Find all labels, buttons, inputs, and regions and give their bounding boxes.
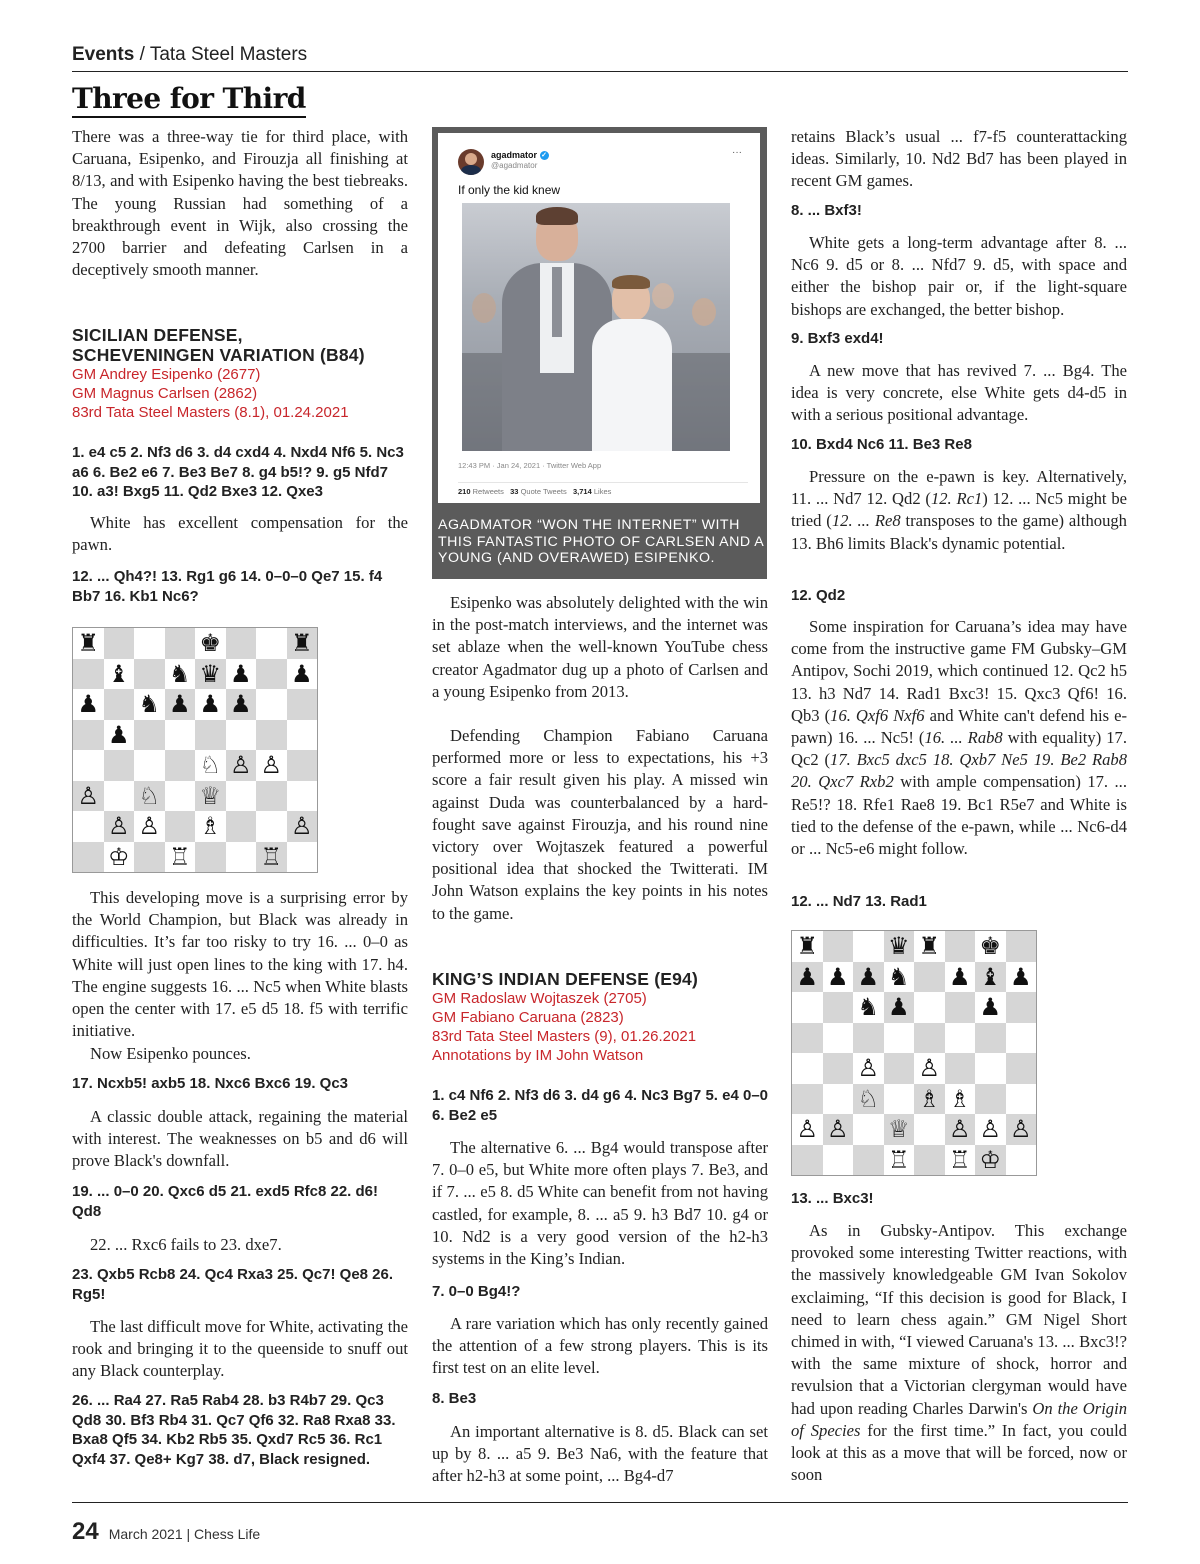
board-square [134, 842, 165, 873]
board-square [134, 811, 165, 842]
board-square [165, 842, 196, 873]
board-square [104, 659, 135, 690]
game2-note-2: A rare variation which has only recently gained the attention of a few strong players. This is its first test on an elite level. [432, 1314, 768, 1378]
board-square [975, 1145, 1006, 1176]
chess-diagram-2 [791, 930, 1037, 1176]
game2-header [432, 969, 768, 1065]
intro-paragraph: There was a three-way tie for third place, with Caruana, Esipenko, and Firouzja all finishing at 8/13, and with Esipenko having the best tiebreaks. The young Russian had something of a breakthrough event in Wijk, also crossing the 2700 barrier and defeating Carlsen in a deceptively smooth manner. [72, 127, 408, 280]
avatar [458, 149, 484, 175]
white-rook-icon: ♖ [168, 842, 191, 871]
board-square [884, 931, 915, 962]
board-square [914, 962, 945, 993]
black-pawn-icon: ♟ [77, 690, 99, 719]
board-square [853, 992, 884, 1023]
board-square [792, 1023, 823, 1054]
black-queen-icon: ♛ [887, 932, 910, 961]
board-square [73, 781, 104, 812]
game2-note-7: Some inspiration for Caruana’s idea may have come from the instructive game FM Gubsky–GM Antipov, Sochi 2019, which continued 12. Qc2 h5 13. h3 Nd7 14. Rad1 Bxc3! 15. Qxc3 Qf6! 16. Qb3 (16. Qxf6 Nxf6 and White can't defend his e-pawn) 16. ... Nc5! (16. ... Rab8 with equality) 17. Qc2 (17. Bxc5 dxc5 18. Qxb7 Ne5 19. Be2 Rab8 20. Qxc7 Rxb2 with ample compensation) 17. ... Re5!? 18. Rfe1 Rae8 19. Bc1 R5e7 and White is tied to the defense of the e-pawn, while ... Nc6-d4 or ... Nc5-e6 might follow. [791, 617, 1128, 859]
board-square [165, 720, 196, 751]
white-bishop-icon: ♗ [948, 1084, 971, 1113]
board-square [256, 781, 287, 812]
board-square [104, 720, 135, 751]
game2-note-4: White gets a long-term advantage after 8. ... Nc6 9. d5 or 8. ... Nfd7 9. d5, with space and either the bishop pair or, if the light-square bishops are exchanged, the better bishop. [791, 233, 1127, 319]
game2-moves-9: 13. ... Bxc3! [791, 1190, 874, 1207]
board-square [226, 811, 257, 842]
white-rook-icon: ♖ [948, 1145, 971, 1174]
board-square [195, 781, 226, 812]
board-square [165, 781, 196, 812]
white-pawn-icon: ♙ [948, 1115, 971, 1144]
board-square [853, 1114, 884, 1145]
board-square [945, 1053, 976, 1084]
board-square [73, 689, 104, 720]
board-square [914, 1114, 945, 1145]
tweet-figure [432, 127, 767, 579]
board-square [792, 1053, 823, 1084]
board-square [134, 689, 165, 720]
board-square [792, 931, 823, 962]
black-queen-icon: ♛ [199, 659, 221, 688]
board-square [945, 1145, 976, 1176]
game2-white-player: GM Radoslaw Wojtaszek (2705) [432, 990, 647, 1007]
board-square [823, 1145, 854, 1176]
board-square [104, 689, 135, 720]
board-square [226, 659, 257, 690]
board-square [884, 1084, 915, 1115]
board-square [975, 962, 1006, 993]
tweet-author-name: agadmator [491, 150, 538, 160]
black-pawn-icon: ♟ [979, 993, 1001, 1022]
board-square [73, 842, 104, 873]
board-square [195, 628, 226, 659]
white-pawn-icon: ♙ [107, 812, 130, 841]
white-pawn-icon: ♙ [260, 751, 282, 780]
white-pawn-icon: ♙ [138, 812, 160, 841]
game1-moves-4: 19. ... 0–0 20. Qxc6 d5 21. exd5 Rfc8 22. d6! Qd8 [72, 1183, 379, 1220]
like-count: 3,714 [572, 487, 592, 496]
board-square [914, 1084, 945, 1115]
retweet-count: 210 [458, 487, 471, 496]
game2-moves-1: 1. c4 Nf6 2. Nf3 d6 3. d4 g6 4. Nc3 Bg7 5. e4 0–0 6. Be2 e5 [432, 1087, 768, 1124]
white-pawn-icon: ♙ [229, 751, 252, 780]
game1-note-2: This developing move is a surprising error by the World Champion, but Black was already in difficulties. It’s far too risky to try 16. ... 0–0 as White will just open lines to the king with 17. h4. The engine suggests 16. ... Nc5 when White blasts open the center with 17. e5 d5 18. f5 with terrific initiative. [72, 888, 408, 1041]
game1-title-line2: SCHEVENINGEN VARIATION (B84) [72, 345, 365, 365]
game1-moves-2: 12. ... Qh4?! 13. Rg1 g6 14. 0–0–0 Qe7 15. f4 Bb7 16. Kb1 Nc6? [72, 568, 383, 605]
board-square [1006, 1084, 1037, 1115]
tweet-handle: @agadmator [491, 161, 538, 170]
board-square [195, 720, 226, 751]
section-header [72, 44, 307, 66]
board-square [823, 1114, 854, 1145]
board-square [914, 931, 945, 962]
game2-black-player: GM Fabiano Caruana (2823) [432, 1009, 624, 1026]
board-square [256, 720, 287, 751]
white-pawn-icon: ♙ [979, 1115, 1001, 1144]
tweet-card [438, 133, 760, 503]
game2-note-1: The alternative 6. ... Bg4 would transpose after 7. 0–0 e5, but White more often plays 7. Be3, and if 7. ... e5 8. d5 White can benefit from not having castled, for example, 8. ... a5 9. h3 Bd7 10. g4 or 10. Nd2 is a very good version of the h2-h3 systems in the King’s Indian. [432, 1138, 768, 1269]
tweet-stats [458, 487, 611, 496]
board-square [914, 1023, 945, 1054]
board-square [287, 659, 318, 690]
black-pawn-icon: ♟ [199, 690, 221, 719]
board-square [226, 720, 257, 751]
board-square [73, 659, 104, 690]
game1-moves-6: 26. ... Ra4 27. Ra5 Rab4 28. b3 R4b7 29. Qc3 Qd8 30. Bf3 Rb4 31. Qc7 Qf6 32. Ra8 Rxa8 33. Bxa8 Qf5 34. Kb2 Rb5 35. Qxd7 Rc5 36. Rc1 Qxf4 37. Qe8+ Kg7 38. d7, Black resigned. [72, 1392, 396, 1468]
like-label: Likes [593, 487, 612, 496]
verified-icon: ✓ [541, 152, 547, 160]
board-square [975, 1053, 1006, 1084]
game2-note-6: Pressure on the e-pawn is key. Alternatively, 11. ... Nd7 12. Qd2 (12. Rc1) 12. ... Nc5 might be tried (12. ... Re8 transposes to the game) although 13. Bh6 limits Black's dynamic potential. [791, 467, 1127, 553]
board-square [195, 659, 226, 690]
white-pawn-icon: ♙ [796, 1115, 818, 1144]
game1-note-4: A classic double attack, regaining the material with interest. The weaknesses on b5 and d6 will prove Black's downfall. [72, 1107, 408, 1171]
board-square [884, 962, 915, 993]
board-square [195, 842, 226, 873]
page-number: 24 [72, 1518, 99, 1545]
board-square [287, 811, 318, 842]
board-square [823, 1023, 854, 1054]
black-pawn-icon: ♟ [290, 659, 313, 688]
white-knight-icon: ♘ [199, 751, 221, 780]
game1-note-6: The last difficult move for White, activating the rook and bringing it to the queenside to snuff out any Black counterplay. [72, 1317, 408, 1381]
game2-note-5: A new move that has revived 7. ... Bg4. The idea is very concrete, else White gets d4-d5 in with a serious positional advantage. [791, 361, 1127, 425]
board-square [975, 1084, 1006, 1115]
board-square [1006, 1114, 1037, 1145]
game2-moves-6: 10. Bxd4 Nc6 11. Be3 Re8 [791, 436, 972, 453]
black-rook-icon: ♜ [918, 932, 940, 961]
board-square [853, 1084, 884, 1115]
board-square [853, 931, 884, 962]
col2-paragraph-2: Defending Champion Fabiano Caruana performed more or less to expectations, his +3 score a fair result given his play. A missed win against Duda was counterbalanced by a hard-fought save against Firouzja, and his round nine victory over Wojtaszek featured a powerful positional idea that shocked the Twitterati. IM John Watson explains the key points in his notes to the game. [432, 726, 768, 923]
board-square [914, 1145, 945, 1176]
board-square [165, 659, 196, 690]
board-square [884, 992, 915, 1023]
black-king-icon: ♚ [199, 629, 221, 658]
white-pawn-icon: ♙ [1009, 1115, 1032, 1144]
board-square [226, 781, 257, 812]
footer-rule [72, 1502, 1128, 1503]
board-square [945, 1114, 976, 1145]
white-knight-icon: ♘ [857, 1084, 879, 1113]
black-pawn-icon: ♟ [229, 659, 252, 688]
board-square [823, 992, 854, 1023]
tweet-text: If only the kid knew [458, 183, 561, 197]
board-square [853, 1053, 884, 1084]
board-square [945, 931, 976, 962]
board-square [1006, 1145, 1037, 1176]
board-square [1006, 1023, 1037, 1054]
col2-paragraph-1: Esipenko was absolutely delighted with the win in the post-match interviews, and the internet was set ablaze when the well-known YouTube chess creator Agadmator dug up a photo of Carlsen and a young Esipenko from 2013. [432, 593, 768, 701]
board-square [1006, 962, 1037, 993]
board-square [792, 1084, 823, 1115]
black-rook-icon: ♜ [796, 932, 818, 961]
game1-black-player: GM Magnus Carlsen (2862) [72, 385, 258, 402]
game1-moves-1: 1. e4 c5 2. Nf3 d6 3. d4 cxd4 4. Nxd4 Nf6 5. Nc3 a6 6. Be2 e6 7. Be3 Be7 8. g4 b5!? 9. g5 Nfd7 10. a3! Bxg5 11. Qd2 Bxe3 12. Qxe3 [72, 444, 404, 500]
white-rook-icon: ♖ [260, 842, 282, 871]
board-square [823, 931, 854, 962]
board-square [104, 750, 135, 781]
board-square [104, 628, 135, 659]
board-square [256, 628, 287, 659]
board-square [104, 781, 135, 812]
board-square [884, 1114, 915, 1145]
board-square [945, 992, 976, 1023]
board-square [884, 1023, 915, 1054]
board-square [945, 1023, 976, 1054]
board-square [195, 689, 226, 720]
board-square [287, 628, 318, 659]
game2-note-3: An important alternative is 8. d5. Black can set up by 8. ... a5 9. Be3 Na6, with the feature that after h2-h3 at some point, ... Bg4-d7 [432, 1422, 768, 1486]
board-square [226, 842, 257, 873]
board-square [853, 962, 884, 993]
game2-moves-2: 7. 0–0 Bg4!? [432, 1283, 521, 1300]
board-square [287, 720, 318, 751]
board-square [792, 1114, 823, 1145]
black-knight-icon: ♞ [887, 962, 910, 991]
game2-moves-3: 8. Be3 [432, 1390, 477, 1407]
black-pawn-icon: ♟ [826, 962, 849, 991]
board-square [195, 811, 226, 842]
game1-title-line1: SICILIAN DEFENSE, [72, 325, 243, 345]
white-rook-icon: ♖ [887, 1145, 910, 1174]
board-square [914, 1053, 945, 1084]
photo-caption: AGADMATOR “WON THE INTERNET” WITH THIS FANTASTIC PHOTO OF CARLSEN AND A YOUNG (AND OVERAWED) ESIPENKO. [438, 517, 764, 566]
board-square [1006, 1053, 1037, 1084]
board-square [287, 689, 318, 720]
quote-label: Quote Tweets [520, 487, 567, 496]
black-bishop-icon: ♝ [979, 962, 1001, 991]
white-queen-icon: ♕ [887, 1115, 910, 1144]
black-pawn-icon: ♟ [229, 690, 252, 719]
black-knight-icon: ♞ [168, 659, 191, 688]
board-square [256, 659, 287, 690]
black-king-icon: ♚ [979, 932, 1001, 961]
footer-publication: March 2021 | Chess Life [108, 1526, 261, 1542]
quote-count: 33 [510, 487, 519, 496]
white-bishop-icon: ♗ [918, 1084, 940, 1113]
board-square [73, 720, 104, 751]
black-bishop-icon: ♝ [107, 659, 130, 688]
board-square [287, 750, 318, 781]
white-knight-icon: ♘ [138, 781, 160, 810]
board-square [884, 1053, 915, 1084]
board-square [165, 750, 196, 781]
white-king-icon: ♔ [979, 1145, 1001, 1174]
tweet-timestamp: 12:43 PM · Jan 24, 2021 · Twitter Web App [458, 461, 602, 470]
board-square [73, 811, 104, 842]
board-square [853, 1145, 884, 1176]
board-square [134, 750, 165, 781]
board-square [1006, 992, 1037, 1023]
board-square [165, 811, 196, 842]
black-knight-icon: ♞ [857, 993, 879, 1022]
board-square [853, 1023, 884, 1054]
board-square [165, 689, 196, 720]
white-pawn-icon: ♙ [77, 781, 99, 810]
more-menu-icon: ··· [732, 147, 742, 158]
white-queen-icon: ♕ [199, 781, 221, 810]
game1-header [72, 325, 408, 422]
game2-moves-8: 12. ... Nd7 13. Rad1 [791, 893, 927, 910]
board-square [134, 659, 165, 690]
white-pawn-icon: ♙ [857, 1054, 879, 1083]
game2-event: 83rd Tata Steel Masters (9), 01.26.2021 [432, 1028, 697, 1045]
board-square [226, 750, 257, 781]
game2-note-8: As in Gubsky-Antipov. This exchange provoked some interesting Twitter reactions, with the massively knowledgeable GM Ivan Sokolov exclaiming, “If this decision is good for Black, I need to learn chess again.” GM Nigel Short chimed in with, “I viewed Caruana's 13. ... Bxc3!? with the same mixture of shock, horror and revulsion that a Victorian clergyman would have had upon reading Charles Darwin's On the Origin of Species for the first time.” In fact, you could look at this as a move that will be forced, now or soon [791, 1221, 1128, 1485]
black-rook-icon: ♜ [290, 629, 313, 658]
retweet-label: Retweets [472, 487, 504, 496]
black-pawn-icon: ♟ [107, 720, 130, 749]
game2-moves-7: 12. Qd2 [791, 587, 846, 604]
board-square [945, 962, 976, 993]
game2-moves-4: 8. ... Bxf3! [791, 202, 862, 219]
black-pawn-icon: ♟ [796, 962, 818, 991]
black-rook-icon: ♜ [77, 629, 99, 658]
game1-note-3: Now Esipenko pounces. [90, 1044, 251, 1063]
board-square [823, 962, 854, 993]
board-square [975, 1023, 1006, 1054]
tweet-photo [462, 203, 730, 451]
white-bishop-icon: ♗ [199, 812, 221, 841]
board-square [287, 842, 318, 873]
board-square [792, 1145, 823, 1176]
game2-annotator: Annotations by IM John Watson [432, 1047, 644, 1064]
article-title: Three for Third [72, 82, 306, 118]
board-square [104, 842, 135, 873]
board-square [914, 992, 945, 1023]
page-footer [72, 1518, 260, 1546]
board-square [104, 811, 135, 842]
board-square [256, 811, 287, 842]
board-square [226, 628, 257, 659]
board-square [792, 992, 823, 1023]
game1-white-player: GM Andrey Esipenko (2677) [72, 366, 261, 383]
board-square [195, 750, 226, 781]
board-square [134, 781, 165, 812]
board-square [134, 720, 165, 751]
black-knight-icon: ♞ [138, 690, 160, 719]
section-separator: / [134, 44, 150, 65]
board-square [256, 842, 287, 873]
section-name: Events [72, 44, 135, 65]
game2-moves-5: 9. Bxf3 exd4! [791, 330, 884, 347]
game1-note-5: 22. ... Rxc6 fails to 23. dxe7. [90, 1235, 282, 1254]
game1-note-1: White has excellent compensation for the pawn. [72, 513, 408, 555]
board-square [226, 689, 257, 720]
board-square [73, 750, 104, 781]
game1-moves-3: 17. Ncxb5! axb5 18. Nxc6 Bxc6 19. Qc3 [72, 1075, 349, 1092]
black-pawn-icon: ♟ [857, 962, 879, 991]
subsection-name: Tata Steel Masters [149, 44, 308, 65]
board-square [792, 962, 823, 993]
col3-paragraph-1: retains Black’s usual ... f7-f5 counterattacking ideas. Similarly, 10. Nd2 Bd7 has been played in recent GM games. [791, 127, 1127, 191]
game1-event: 83rd Tata Steel Masters (8.1), 01.24.2021 [72, 404, 349, 421]
board-square [823, 1084, 854, 1115]
board-square [165, 628, 196, 659]
white-pawn-icon: ♙ [918, 1054, 940, 1083]
board-square [975, 931, 1006, 962]
chess-diagram-1 [72, 627, 318, 873]
board-square [975, 992, 1006, 1023]
game1-moves-5: 23. Qxb5 Rcb8 24. Qc4 Rxa3 25. Qc7! Qe8 26. Rg5! [72, 1266, 394, 1303]
board-square [256, 750, 287, 781]
board-square [1006, 931, 1037, 962]
board-square [823, 1053, 854, 1084]
header-rule [72, 71, 1128, 72]
board-square [287, 781, 318, 812]
game2-title: KING’S INDIAN DEFENSE (E94) [432, 969, 698, 989]
black-pawn-icon: ♟ [887, 993, 910, 1022]
board-square [134, 628, 165, 659]
board-square [945, 1084, 976, 1115]
white-king-icon: ♔ [107, 842, 130, 871]
black-pawn-icon: ♟ [168, 690, 191, 719]
board-square [884, 1145, 915, 1176]
board-square [73, 628, 104, 659]
board-square [256, 689, 287, 720]
black-pawn-icon: ♟ [1009, 962, 1032, 991]
white-pawn-icon: ♙ [826, 1115, 849, 1144]
board-square [975, 1114, 1006, 1145]
black-pawn-icon: ♟ [948, 962, 971, 991]
white-pawn-icon: ♙ [290, 812, 313, 841]
